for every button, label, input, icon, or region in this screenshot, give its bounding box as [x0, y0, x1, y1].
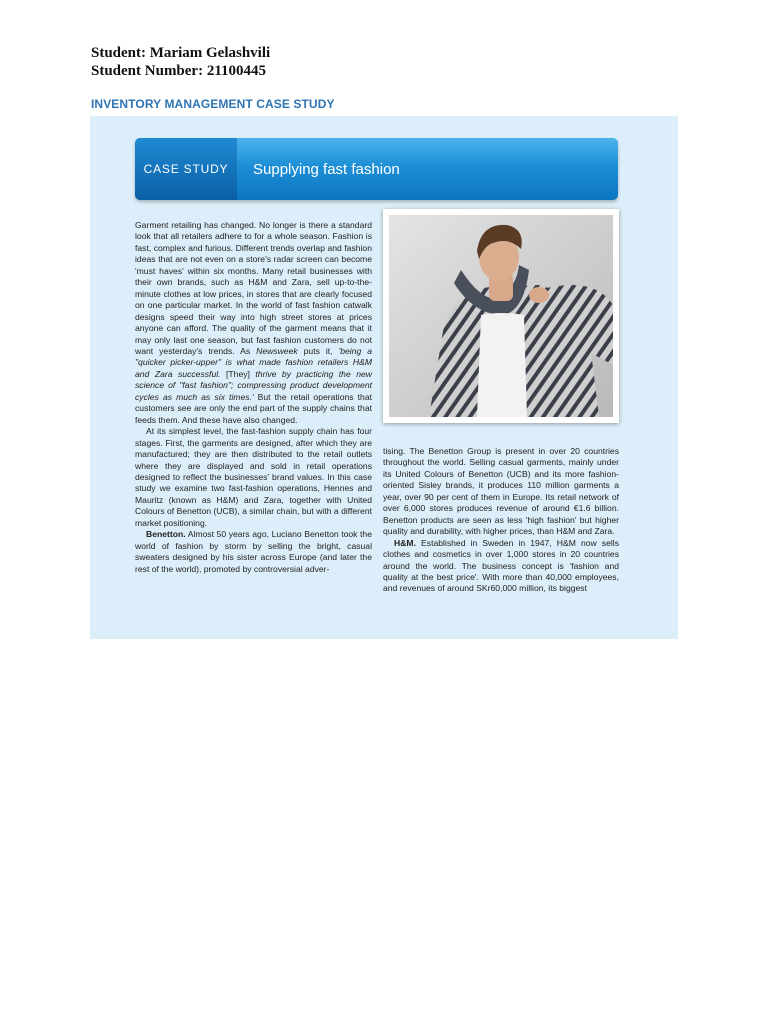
student-name: Student: Mariam Gelashvili [91, 45, 271, 61]
text-run: But the retail operations that customers see are only the end part of the supply chains that feeds them. And these have also changed. [135, 391, 372, 425]
right-column-text [383, 446, 619, 595]
document-title: INVENTORY MANAGEMENT CASE STUDY [91, 97, 335, 111]
case-study-panel [90, 116, 678, 639]
text-run-italic: Newsweek [256, 345, 298, 356]
run-in-heading: H&M. [394, 537, 416, 548]
text-run: puts it, [297, 345, 339, 356]
student-number: Student Number: 21100445 [91, 63, 267, 79]
paragraph-supply-chain: At its simplest level, the fast-fashion supply chain has four stages. First, the garments are designed, after which they are manufactured; they are then distributed to the retail outlets where they are displayed and sold in retail operations designed to reflect the businesses' brand values. In this case study we examine two fast-fashion operations, Hennes and Mauritz (known as H&M) and Zara, together with United Colours of Benetton (UCB), a similar chain, but with a different market positioning. [135, 426, 372, 528]
text-run: [They] [220, 368, 256, 379]
quote-italic: 'being a "quicker picker-upper" is what made fashion retailers H&M and Zara successful. [135, 345, 372, 379]
paragraph-intro [135, 220, 372, 426]
left-column-text [135, 220, 372, 575]
model-illustration [389, 215, 613, 417]
text-run: Established in Sweden in 1947, H&M now sells clothes and cosmetics in over 1,000 stores in 20 countries around the world. The business concept is 'fashion and quality at the best price'. With more than 40,000 employees, and revenues of around SKr60,000 million, its biggest [383, 537, 619, 594]
case-study-title: Supplying fast fashion [253, 160, 400, 178]
paragraph-benetton [135, 529, 372, 575]
fashion-model-photo [383, 209, 619, 423]
run-in-heading: Benetton. [146, 529, 186, 540]
case-study-banner [135, 138, 618, 200]
student-info [91, 44, 270, 80]
photo-image [389, 215, 613, 417]
text-run: Garment retailing has changed. No longer is there a standard look that all retailers adhere to for a whole season. Fashion is fast, complex and furious. Different trends overlap and fashion ideas that are not even on a store's radar screen can become 'must haves' within six months. Many retail businesses with their own brands, such as H&M and Zara, sell up-to-the-minute clothes at low prices, in stores that are clearly focused on one particular market. In the world of fast fashion catwalk designs speed their way into high street stores at prices anyone can afford. The quality of the garment means that it may only last one season, but fast fashion customers do not want yesterday's trends. As [135, 220, 372, 356]
quote-italic: thrive by practicing the new science of "fast fashion"; compressing product development cycles as much as six times.' [135, 368, 373, 402]
case-study-label: CASE STUDY [135, 138, 237, 200]
paragraph-benetton-cont: tising. The Benetton Group is present in over 20 countries throughout the world. Selling casual garments, mainly under its United Colours of Benetton (UCB) and its more fashion-oriented Sisley brands, it produces 110 million garments a year, over 90 per cent of them in Europe. Its retail network of over 6,000 stores produces revenue of around €1.6 billion. Benetton products are seen as less 'high fashion' but higher quality and durability, with higher prices, than H&M and Zara. [383, 446, 619, 537]
text-run: Almost 50 years ago, Luciano Benetton took the world of fashion by storm by selling the bright, casual sweaters designed by his sister across Europe (and later the rest of the world), promoted by controversial adver- [135, 529, 372, 574]
paragraph-hm [383, 538, 619, 595]
